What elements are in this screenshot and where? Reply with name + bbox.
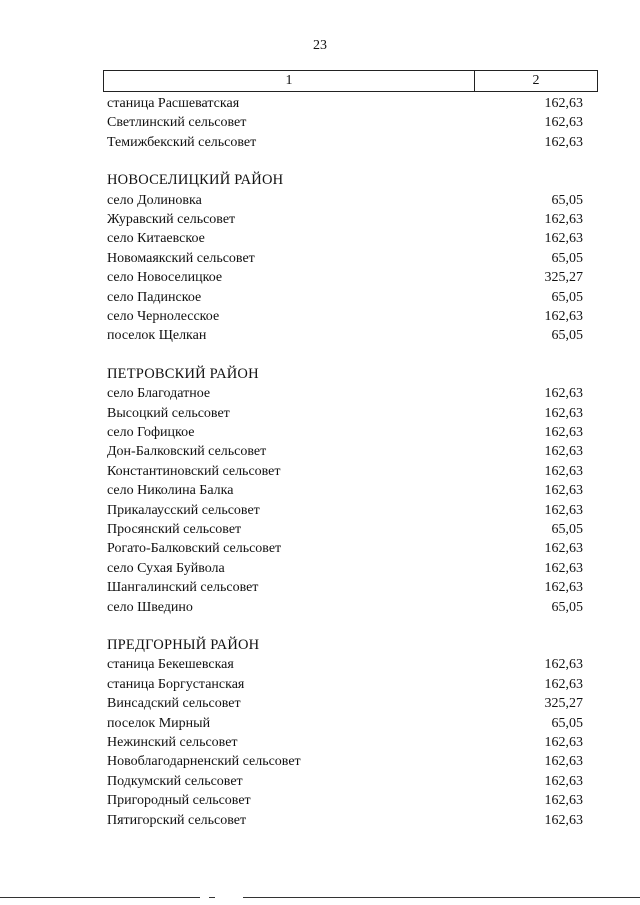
row-name: станица Боргустанская <box>107 676 245 692</box>
row-name: Винсадский сельсовет <box>107 696 241 712</box>
row-name: поселок Мирный <box>107 715 211 731</box>
row-value: 162,63 <box>544 309 583 324</box>
table-row <box>107 694 583 713</box>
row-name: село Благодатное <box>107 386 211 402</box>
row-name: станица Расшеватская <box>107 96 240 111</box>
column-header-2: 2 <box>532 73 540 88</box>
table-row <box>107 113 583 132</box>
row-name: Высоцкий сельсовет <box>107 405 230 421</box>
row-name: Журавский сельсовет <box>107 212 236 227</box>
row-name: Пятигорский сельсовет <box>107 812 247 828</box>
row-value: 162,63 <box>544 134 583 150</box>
row-value: 325,27 <box>544 270 583 286</box>
row-value: 162,63 <box>544 676 583 692</box>
row-name: село Чернолесское <box>107 309 220 324</box>
row-value: 162,63 <box>544 560 583 576</box>
footer-rule-left <box>0 897 200 898</box>
table-row <box>107 772 583 791</box>
table-row <box>107 404 583 423</box>
table-row <box>107 539 583 558</box>
table-row <box>107 288 583 307</box>
table-row <box>107 714 583 733</box>
table-row <box>107 811 583 830</box>
row-value: 162,63 <box>544 444 583 460</box>
row-value: 65,05 <box>551 328 583 344</box>
row-value: 162,63 <box>544 657 583 673</box>
row-name: село Падинское <box>107 289 202 305</box>
row-name: село Долиновка <box>107 192 202 208</box>
table-row <box>107 791 583 810</box>
table-row <box>107 229 583 248</box>
row-value: 162,63 <box>544 502 583 518</box>
table-row <box>107 752 583 771</box>
table-row <box>107 733 583 752</box>
table-row <box>107 462 583 481</box>
row-value: 65,05 <box>551 599 583 615</box>
table-row <box>107 559 583 578</box>
row-value: 162,63 <box>544 96 583 111</box>
row-value: 162,63 <box>544 405 583 421</box>
table-row <box>107 326 583 345</box>
row-value: 162,63 <box>544 115 583 131</box>
row-value: 65,05 <box>551 289 583 305</box>
row-name: Константиновский сельсовет <box>107 463 281 479</box>
row-value: 162,63 <box>544 812 583 828</box>
row-name: Новоблагодарненский сельсовет <box>107 754 301 770</box>
row-name: село Шведино <box>107 599 193 615</box>
row-name: поселок Щелкан <box>107 328 207 344</box>
table-row <box>107 655 583 674</box>
row-value: 65,05 <box>551 522 583 537</box>
row-value: 65,05 <box>551 192 583 208</box>
row-value: 162,63 <box>544 541 583 557</box>
table-header <box>103 70 598 92</box>
row-value: 65,05 <box>551 250 583 266</box>
column-header-1: 1 <box>104 71 475 91</box>
table-row <box>107 249 583 268</box>
row-value: 162,63 <box>544 754 583 770</box>
row-name: станица Бекешевская <box>107 657 234 673</box>
table-row <box>107 578 583 597</box>
row-name: село Новоселицкое <box>107 270 223 286</box>
row-name: село Николина Балка <box>107 483 234 499</box>
footer-rule-dash <box>209 897 215 898</box>
row-name: Просянский сельсовет <box>107 522 242 537</box>
table-row <box>107 133 583 152</box>
row-value: 162,63 <box>544 580 583 596</box>
table-row <box>107 501 583 520</box>
table-row <box>107 307 583 326</box>
row-value: 162,63 <box>544 463 583 479</box>
row-name: Подкумский сельсовет <box>107 773 243 789</box>
row-value: 162,63 <box>544 386 583 402</box>
section-heading: ПЕТРОВСКИЙ РАЙОН <box>107 365 259 382</box>
section-heading: ПРЕДГОРНЫЙ РАЙОН <box>107 637 260 653</box>
page-number: 23 <box>313 38 327 53</box>
row-value: 162,63 <box>544 773 583 789</box>
row-name: Новомаякский сельсовет <box>107 250 255 266</box>
table-row <box>107 191 583 210</box>
row-value: 325,27 <box>544 696 583 712</box>
row-name: село Китаевское <box>107 231 205 247</box>
footer-rule-right <box>243 897 640 898</box>
row-name: Дон-Балковский сельсовет <box>107 444 267 460</box>
row-name: Пригородный сельсовет <box>107 793 251 809</box>
table-row <box>107 210 583 229</box>
row-name: Прикалаусский сельсовет <box>107 502 260 518</box>
row-name: Темижбекский сельсовет <box>107 134 257 150</box>
row-name: село Сухая Буйвола <box>107 560 225 576</box>
table-row <box>107 481 583 500</box>
row-name: село Гофицкое <box>107 425 195 440</box>
row-value: 162,63 <box>544 212 583 227</box>
row-value: 162,63 <box>544 735 583 750</box>
row-name: Рогато-Балковский сельсовет <box>107 541 282 557</box>
row-name: Светлинский сельсовет <box>107 115 247 131</box>
row-value: 162,63 <box>544 483 583 499</box>
table-row <box>107 520 583 539</box>
table-row <box>107 423 583 442</box>
row-name: Шангалинский сельсовет <box>107 580 259 596</box>
row-value: 65,05 <box>551 715 583 731</box>
row-value: 162,63 <box>544 231 583 247</box>
row-name: Нежинский сельсовет <box>107 735 238 750</box>
table-row <box>107 268 583 287</box>
table-row <box>107 675 583 694</box>
table-row <box>107 384 583 403</box>
table-row <box>107 442 583 461</box>
section-heading: НОВОСЕЛИЦКИЙ РАЙОН <box>107 172 284 189</box>
row-value: 162,63 <box>544 793 583 809</box>
table-row <box>107 94 583 113</box>
row-value: 162,63 <box>544 425 583 440</box>
table-row <box>107 598 583 617</box>
